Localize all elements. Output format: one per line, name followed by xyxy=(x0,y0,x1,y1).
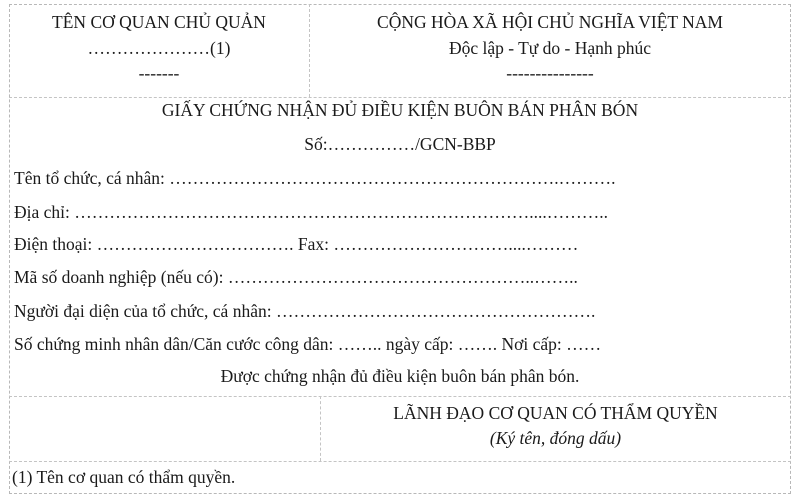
motto: Độc lập - Tự do - Hạnh phúc xyxy=(448,38,652,58)
divider xyxy=(9,97,791,98)
divider xyxy=(9,461,791,462)
field-address: Địa chỉ: ……………………………………………………………………....……….. xyxy=(14,202,609,222)
agency-line: …………………(1) xyxy=(87,38,231,58)
field-representative: Người đại diện của tổ chức, cá nhân: ………………………………………………. xyxy=(14,301,596,321)
divider xyxy=(9,396,791,397)
signature-title: LÃNH ĐẠO CƠ QUAN CÓ THẨM QUYỀN xyxy=(393,403,718,423)
field-business-code: Mã số doanh nghiệp (nếu có): ……………………………………………..…….. xyxy=(14,267,578,287)
field-organization-name: Tên tổ chức, cá nhân: ………………………………………………………….………. xyxy=(14,168,616,188)
agency-name: TÊN CƠ QUAN CHỦ QUẢN xyxy=(52,12,266,32)
nation-name: CỘNG HÒA XÃ HỘI CHỦ NGHĨA VIỆT NAM xyxy=(377,12,723,32)
motto-separator: --------------- xyxy=(506,63,594,83)
document-number: Số:……………/GCN-BBP xyxy=(304,134,496,154)
agency-separator: ------- xyxy=(138,63,180,83)
signature-note: (Ký tên, đóng dấu) xyxy=(489,428,622,448)
field-id-number: Số chứng minh nhân dân/Căn cước công dân: …….. ngày cấp: ……. Nơi cấp: …… xyxy=(14,334,602,354)
certified-statement: Được chứng nhận đủ điều kiện buôn bán phân bón. xyxy=(220,366,580,386)
field-phone-fax: Điện thoại: ……………………………. Fax: …………………………....……… xyxy=(14,234,579,254)
document-title: GIẤY CHỨNG NHẬN ĐỦ ĐIỀU KIỆN BUÔN BÁN PHÂN BÓN xyxy=(161,100,639,120)
footnote: (1) Tên cơ quan có thẩm quyền. xyxy=(12,467,236,487)
